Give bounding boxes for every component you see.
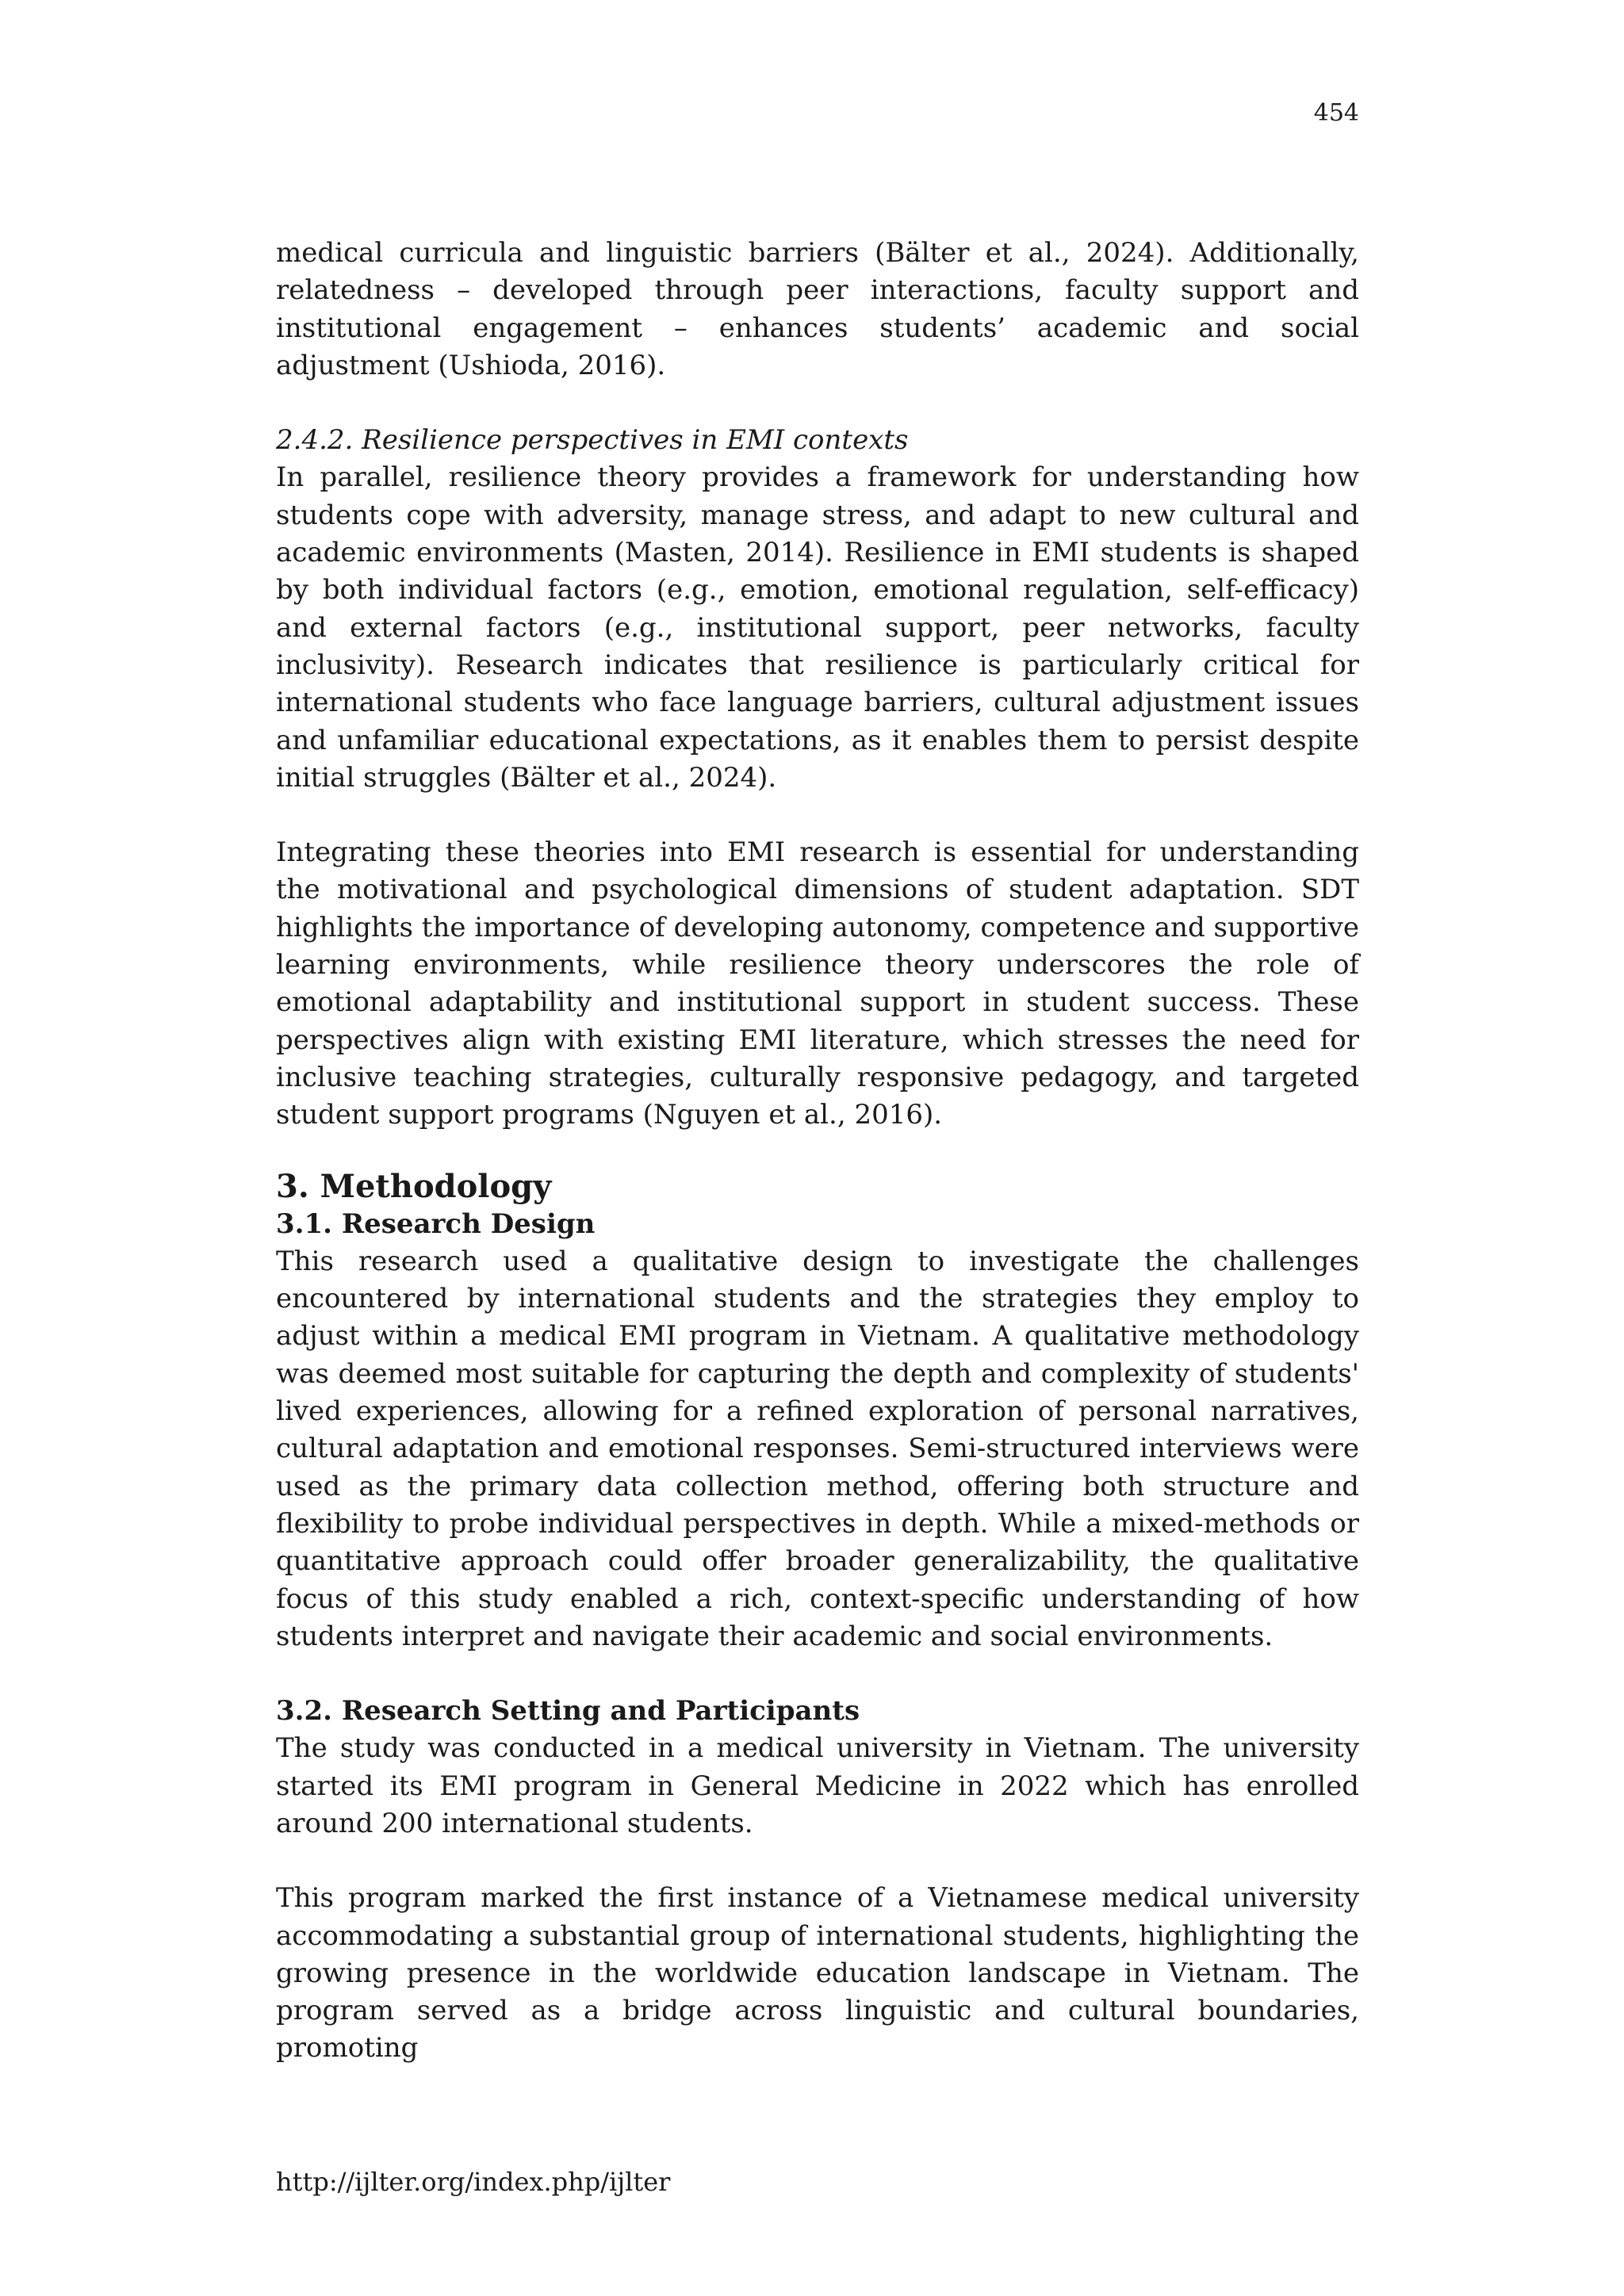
paragraph-integrating: Integrating these theories into EMI research is essential for understanding the motivational and psychological dimensions of student adaptation. SDT highlights the importance of developing autonomy, competence and supportive learning environments, while resilience theory underscores the role of emotional adaptability and institutional support in student success. These perspectives align with existing EMI literature, which stresses the need for inclusive teaching strategies, culturally responsive pedagogy, and targeted student support programs (Nguyen et al., 2016). — [276, 836, 1359, 1131]
paragraph-gap — [276, 1843, 1359, 1880]
paragraph-research-setting: The study was conducted in a medical university in Vietnam. The university started its EMI program in General Medicine in 2022 which has enrolled around 200 international students. — [276, 1732, 1359, 1839]
paragraph-gap — [276, 385, 1359, 422]
paragraph-program: This program marked the first instance of a Vietnamese medical university accommodating a substantial group of international students, highlighting the growing presence in the worldwide education landscape in Vietnam. The program served as a bridge across linguistic and cultural boundaries, promoting — [276, 1882, 1359, 2064]
paragraph-research-design: This research used a qualitative design to investigate the challenges encountered by international students and the strategies they employ to adjust within a medical EMI program in Vietnam. A qualitative methodology was deemed most suitable for capturing the depth and complexity of students' lived experiences, allowing for a refined exploration of personal narratives, cultural adaptation and emotional responses. Semi-structured interviews were used as the primary data collection method, offering both structure and flexibility to probe individual perspectives in depth. While a mixed-methods or quantitative approach could offer broader generalizability, the qualitative focus of this study enabled a rich, context-specific understanding of how students interpret and navigate their academic and social environments. — [276, 1245, 1359, 1652]
subsection-heading-2-4-2: 2.4.2. Resilience perspectives in EMI contexts — [276, 424, 909, 457]
subsection-heading-research-design: 3.1. Research Design — [276, 1207, 596, 1240]
page-number: 454 — [1313, 99, 1359, 127]
paragraph-gap — [276, 1135, 1359, 1168]
paragraph-gap — [276, 797, 1359, 834]
page-content — [276, 235, 1359, 2068]
paragraph-resilience: In parallel, resilience theory provides a framework for understanding how students cope with adversity, manage stress, and adapt to new cultural and academic environments (Masten, 2014). Resilience in EMI students is shaped by both individual factors (e.g., emotion, emotional regulation, self-efficacy) and external factors (e.g., institutional support, peer networks, faculty inclusivity). Research indicates that resilience is particularly critical for international students who face language barriers, cultural adjustment issues and unfamiliar educational expectations, as it enables them to persist despite initial struggles (Bälter et al., 2024). — [276, 461, 1359, 794]
subsection-heading-research-setting: 3.2. Research Setting and Participants — [276, 1695, 860, 1728]
paragraph-gap — [276, 1655, 1359, 1693]
footer-url: http://ijlter.org/index.php/ijlter — [276, 2167, 671, 2197]
section-heading-methodology: 3. Methodology — [276, 1167, 552, 1205]
paragraph-intro: medical curricula and linguistic barriers (Bälter et al., 2024). Additionally, relatedness – developed through peer interactions, faculty support and institutional engagement – enhances students’ academic and social adjustment (Ushioda, 2016). — [276, 237, 1359, 381]
